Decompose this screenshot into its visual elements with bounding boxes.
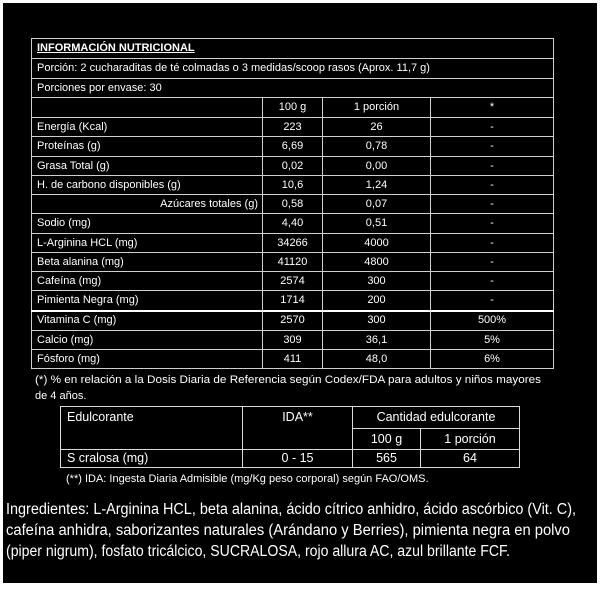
nutrient-label: Calcio (mg) — [32, 331, 263, 350]
value-per-100g: 411 — [263, 350, 323, 369]
nutrient-label: Grasa Total (g) — [32, 157, 263, 176]
value-per-100g: 2570 — [263, 311, 323, 331]
value-per-100g: 41120 — [263, 253, 323, 272]
daily-value-percent: - — [431, 272, 554, 291]
nutrient-row — [32, 311, 554, 331]
nutrient-label: Fósforo (mg) — [32, 350, 263, 369]
value-per-serving: 0,00 — [323, 157, 431, 176]
daily-value-percent: - — [431, 291, 554, 311]
column-header-row — [32, 98, 554, 118]
sweetener-header-row — [61, 407, 520, 429]
sweetener-table — [60, 406, 520, 468]
value-per-serving: 1,24 — [323, 176, 431, 195]
daily-value-percent: - — [431, 195, 554, 214]
value-per-serving: 200 — [323, 291, 431, 311]
sweetener-header-ida: IDA** — [243, 407, 353, 450]
daily-value-percent: 6% — [431, 350, 554, 369]
nutrient-label: H. de carbono disponibles (g) — [32, 176, 263, 195]
value-per-100g: 34266 — [263, 234, 323, 253]
sweetener-name: S cralosa (mg) — [61, 450, 243, 468]
daily-value-percent: - — [431, 253, 554, 272]
sweetener-per-100g: 565 — [353, 450, 421, 468]
servings-per-container-row — [32, 79, 554, 98]
servings-per-container: Porciones por envase: 30 — [32, 79, 554, 98]
value-per-100g: 10,6 — [263, 176, 323, 195]
nutrient-label: Pimienta Negra (mg) — [32, 291, 263, 311]
nutrition-title: INFORMACIÓN NUTRICIONAL — [37, 42, 195, 54]
value-per-serving: 0,51 — [323, 214, 431, 234]
value-per-100g: 223 — [263, 118, 323, 137]
nutrient-row — [32, 253, 554, 272]
value-per-serving: 4800 — [323, 253, 431, 272]
value-per-100g: 0,02 — [263, 157, 323, 176]
daily-value-percent: 5% — [431, 331, 554, 350]
serving-size: Porción: 2 cucharaditas de té colmadas o 3 medidas/scoop rasos (Aprox. 11,7 g) — [32, 59, 554, 79]
daily-value-percent: 500% — [431, 311, 554, 331]
nutrient-label: Proteínas (g) — [32, 137, 263, 157]
nutrient-row — [32, 195, 554, 214]
nutrient-row — [32, 350, 554, 369]
value-per-serving: 0,07 — [323, 195, 431, 214]
sweetener-ida: 0 - 15 — [243, 450, 353, 468]
column-header-daily-value: * — [431, 98, 554, 118]
footnote-line: de 4 años. — [35, 390, 87, 402]
value-per-100g: 2574 — [263, 272, 323, 291]
nutrient-label: Beta alanina (mg) — [32, 253, 263, 272]
daily-value-footnote — [35, 372, 541, 404]
sweetener-header-amount: Cantidad edulcorante — [353, 407, 520, 429]
ingredients-line: (piper nigrum), fosfato tricálcico, SUCRALOSA, rojo allura AC, azul brillante FCF. — [6, 543, 511, 560]
nutrient-row — [32, 214, 554, 234]
sweetener-header-per-serving: 1 porción — [421, 429, 520, 450]
nutrient-row — [32, 291, 554, 311]
daily-value-percent: - — [431, 176, 554, 195]
nutrient-sublabel: Azúcares totales (g) — [32, 195, 263, 214]
ingredients-text — [6, 499, 600, 562]
column-header-per-serving: 1 porción — [323, 98, 431, 118]
value-per-serving: 300 — [323, 272, 431, 291]
nutrient-row — [32, 176, 554, 195]
serving-size-row — [32, 59, 554, 79]
nutrient-label: Energía (Kcal) — [32, 118, 263, 137]
daily-value-percent: - — [431, 118, 554, 137]
daily-value-percent: - — [431, 157, 554, 176]
nutrient-label: Sodio (mg) — [32, 214, 263, 234]
value-per-serving: 48,0 — [323, 350, 431, 369]
sweetener-per-serving: 64 — [421, 450, 520, 468]
nutrition-facts-table — [31, 38, 554, 369]
ingredients-line: Ingredientes: L-Arginina HCL, beta alanina, ácido cítrico anhidro, ácido ascórbico (Vit. C), — [6, 501, 576, 518]
value-per-serving: 0,78 — [323, 137, 431, 157]
nutrient-row — [32, 234, 554, 253]
value-per-serving: 36,1 — [323, 331, 431, 350]
nutrient-label: Cafeína (mg) — [32, 272, 263, 291]
daily-value-percent: - — [431, 137, 554, 157]
nutrient-label: L-Arginina HCL (mg) — [32, 234, 263, 253]
nutrient-label: Vitamina C (mg) — [32, 311, 263, 331]
nutrient-row — [32, 157, 554, 176]
nutrient-row — [32, 331, 554, 350]
ingredients-line: cafeína anhidra, saborizantes naturales (Arándano y Berries), pimienta negra en polvo — [6, 522, 570, 539]
value-per-100g: 4,40 — [263, 214, 323, 234]
value-per-100g: 1714 — [263, 291, 323, 311]
value-per-100g: 309 — [263, 331, 323, 350]
nutrition-title-row — [32, 39, 554, 59]
column-header-empty — [32, 98, 263, 118]
footnote-line: (*) % en relación a la Dosis Diaria de Referencia según Codex/FDA para adultos y niños mayores — [35, 374, 541, 386]
sweetener-header-per-100g: 100 g — [353, 429, 421, 450]
nutrient-row — [32, 118, 554, 137]
value-per-100g: 6,69 — [263, 137, 323, 157]
column-header-per-100g: 100 g — [263, 98, 323, 118]
nutrient-row — [32, 272, 554, 291]
sweetener-header-name: Edulcorante — [61, 407, 243, 450]
value-per-serving: 300 — [323, 311, 431, 331]
value-per-100g: 0,58 — [263, 195, 323, 214]
sweetener-row — [61, 450, 520, 468]
daily-value-percent: - — [431, 234, 554, 253]
nutrient-row — [32, 137, 554, 157]
value-per-serving: 4000 — [323, 234, 431, 253]
value-per-serving: 26 — [323, 118, 431, 137]
ida-footnote: (**) IDA: Ingesta Diaria Admisible (mg/Kg peso corporal) según FAO/OMS. — [66, 473, 429, 485]
daily-value-percent: - — [431, 214, 554, 234]
